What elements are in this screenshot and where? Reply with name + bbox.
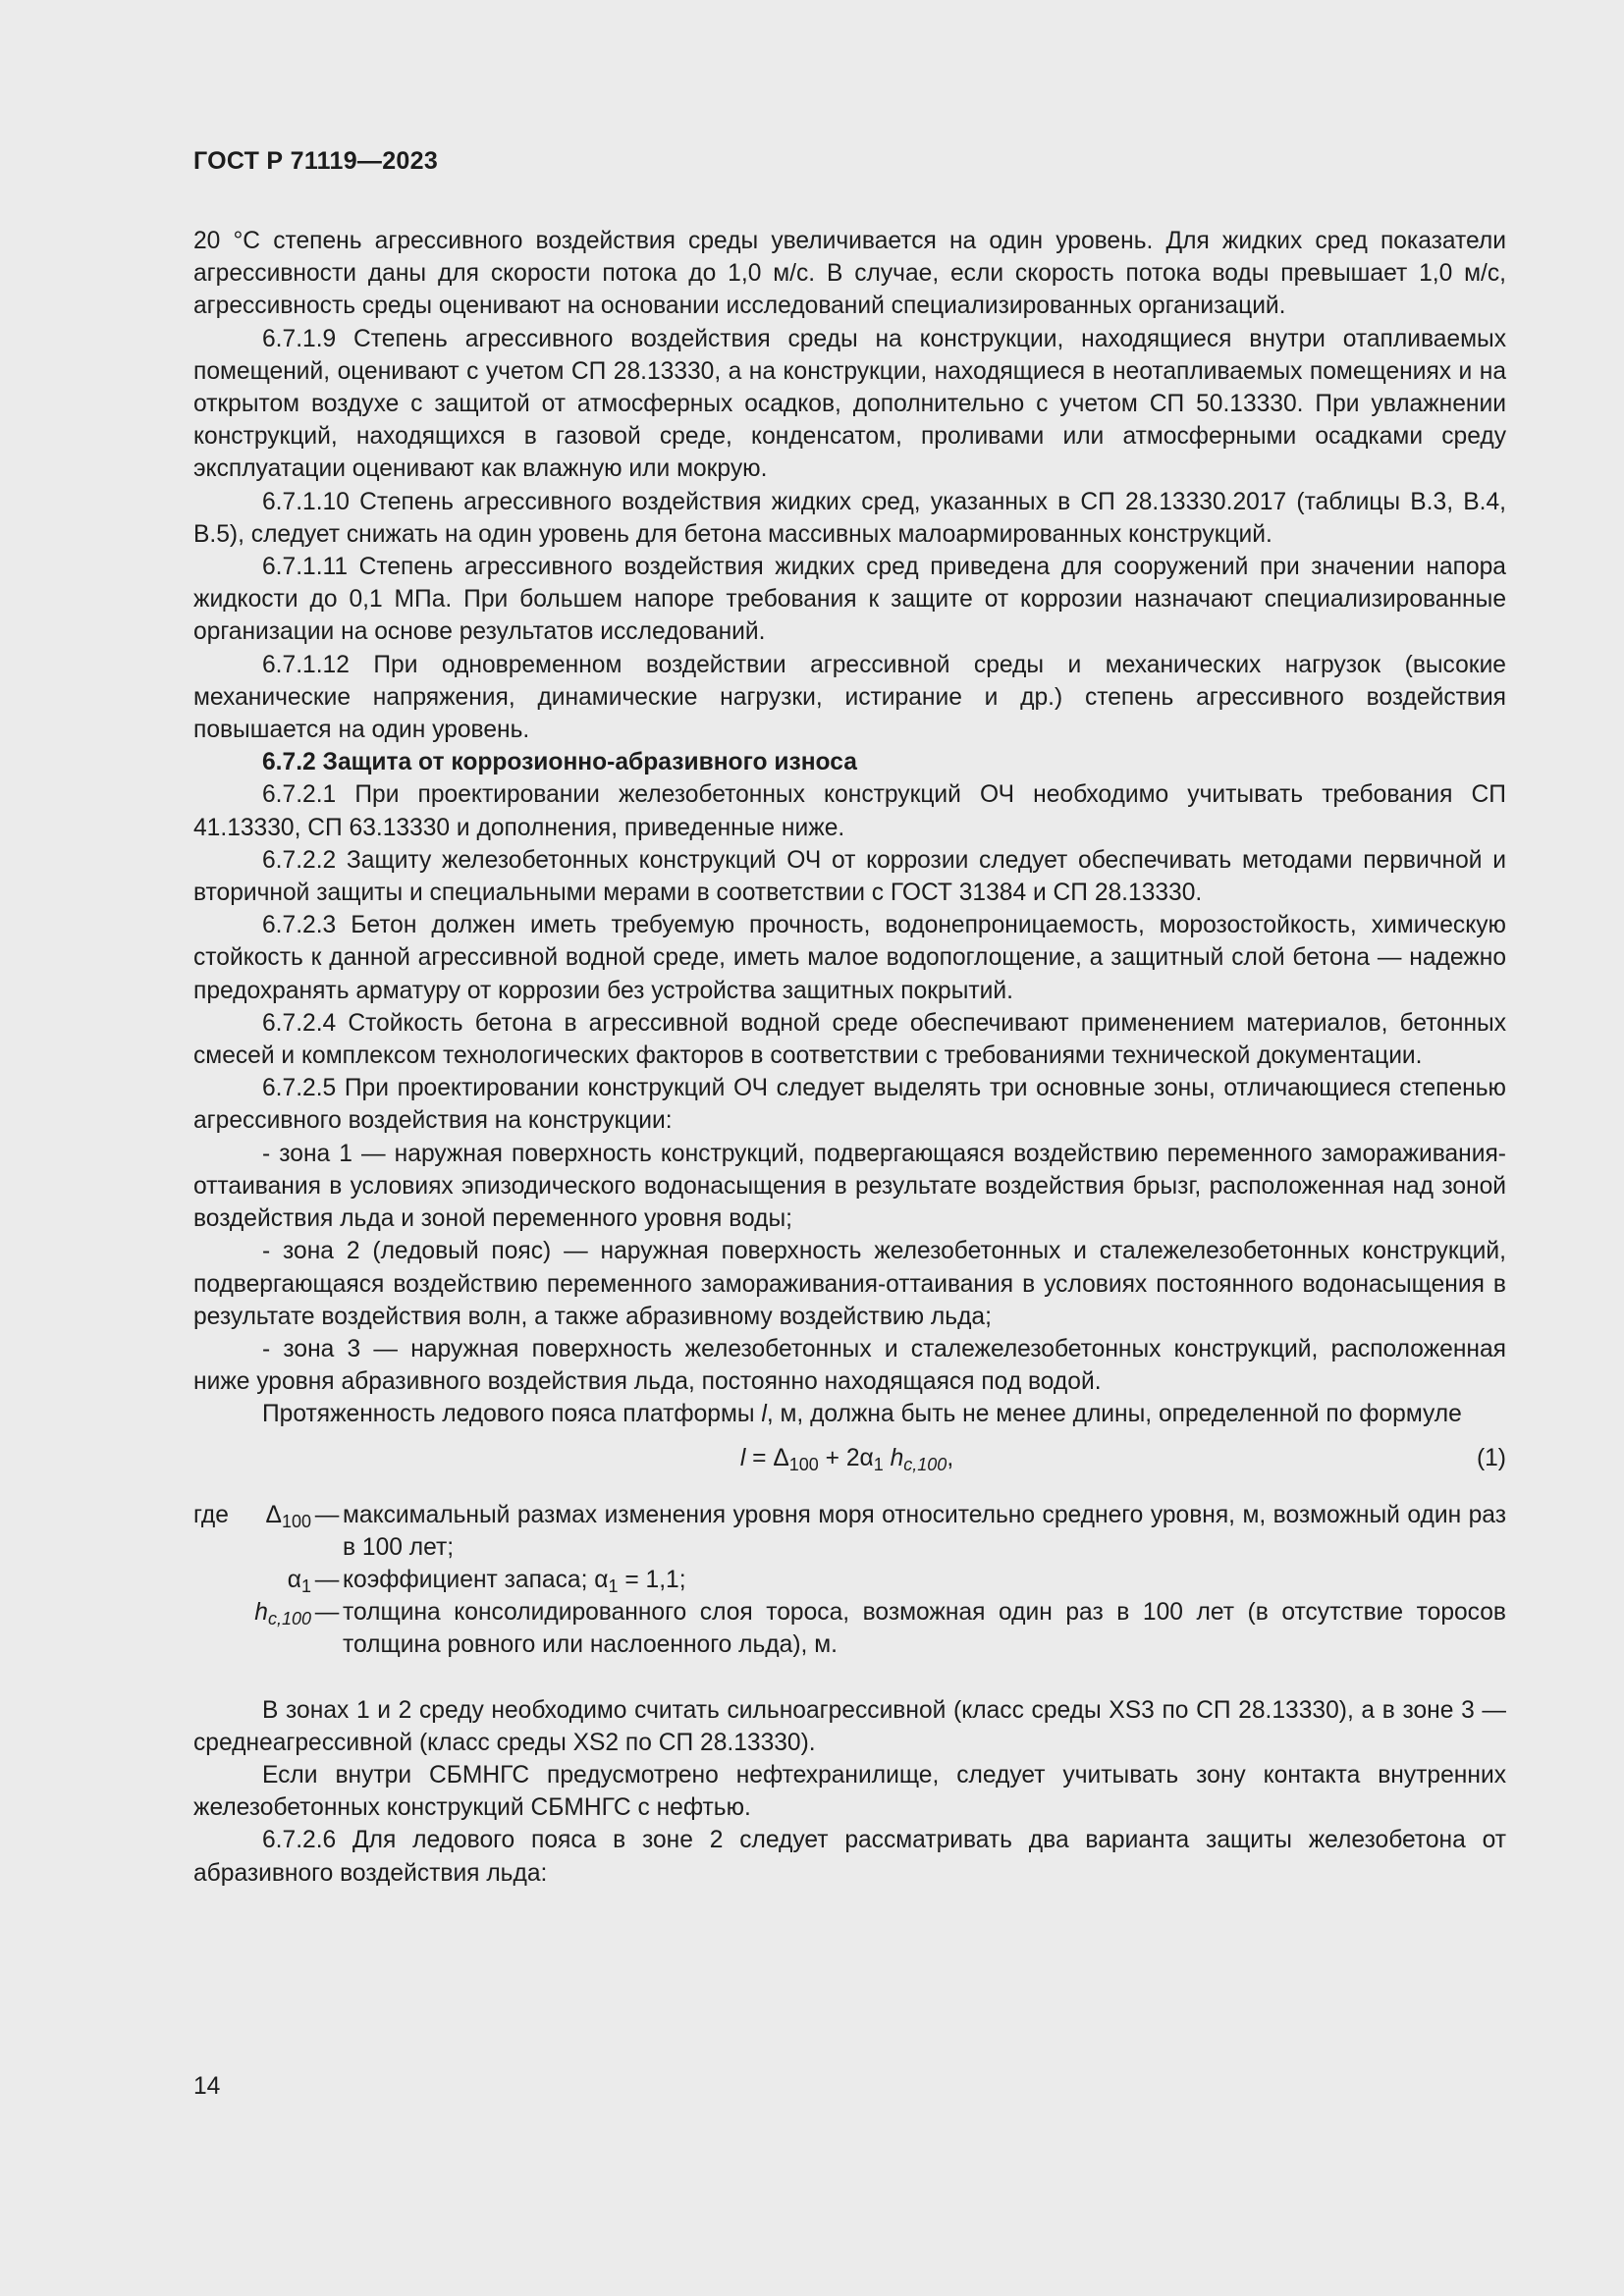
- legend-symbol-sub: [268, 1609, 311, 1629]
- legend-symbol-h: [193, 1596, 311, 1661]
- text-fragment: = 1,1;: [618, 1566, 686, 1593]
- legend-lead-word: где: [193, 1501, 229, 1528]
- legend-dash: —: [314, 1599, 340, 1627]
- legend-symbol-text: α: [287, 1566, 301, 1593]
- formula-var-l: l: [739, 1444, 746, 1471]
- legend-definition-delta: максимальный размах изменения уровня моря относительно среднего уровня, м, возможный один раз в 100 лет;: [343, 1501, 1506, 1561]
- paragraph: 20 °С степень агрессивного воздействия среды увеличивается на один уровень. Для жидких сред показатели агрессивности даны для скорости потока до 1,0 м/с. В случае, если скорость потока воды превышает 1,0 м/с, агрессивность среды оценивают на основании исследований специализированных организаций.: [193, 228, 1506, 320]
- formula-legend: [193, 1499, 1506, 1662]
- paragraph-6-7-2-1: 6.7.2.1 При проектировании железобетонных конструкций ОЧ необходимо учитывать требования СП 41.13330, СП 63.13330 и дополнения, приведенные ниже.: [193, 781, 1506, 841]
- paragraph-6-7-1-11: 6.7.1.11 Степень агрессивного воздействия жидких сред приведена для сооружений при значении напора жидкости до 0,1 МПа. При большем напоре требования к защите от коррозии назначают специализированные организации на основе результатов исследований.: [193, 554, 1506, 646]
- paragraph-6-7-2-4: 6.7.2.4 Стойкость бетона в агрессивной водной среде обеспечивают применением материалов, бетонных смесей и комплексом технологических факторов в соответствии с требованиями технической документации.: [193, 1009, 1506, 1070]
- legend-dash: —: [314, 1566, 340, 1593]
- formula-alpha: α: [859, 1444, 874, 1471]
- legend-symbol-text: Δ: [265, 1501, 282, 1528]
- formula-plus: + 2: [818, 1444, 860, 1471]
- formula-end: ,: [947, 1444, 954, 1471]
- paragraph-6-7-1-12: 6.7.1.12 При одновременном воздействии агрессивной среды и механических нагрузок (высокие механические напряжения, динамические нагрузки, истирание и др.) степень агрессивного воздействия повышается на один уровень.: [193, 651, 1506, 744]
- paragraph-zone-classes: В зонах 1 и 2 среду необходимо считать сильноагрессивной (класс среды XS3 по СП 28.13330), а в зоне 3 — среднеагрессивной (класс среды XS2 по СП 28.13330).: [193, 1696, 1506, 1756]
- formula-h-sub: [903, 1455, 947, 1474]
- formula-1: [193, 1442, 1506, 1487]
- paragraph-oil-storage: Если внутри СБМНГС предусмотрено нефтехранилище, следует учитывать зону контакта внутренних железобетонных конструкций СБМНГС с нефтью.: [193, 1761, 1506, 1822]
- legend-definition-h: толщина консолидированного слоя тороса, возможная один раз в 100 лет (в отсутствие торосов толщина ровного или наслоенного льда), м.: [343, 1599, 1506, 1659]
- paragraph-6-7-2-3: 6.7.2.3 Бетон должен иметь требуемую прочность, водонепроницаемость, морозостойкость, химическую стойкость к данной агрессивной водной среде, иметь малое водопоглощение, а защитный слой бетона — надежно предохранять арматуру от коррозии без устройства защитных покрытий.: [193, 912, 1506, 1004]
- document-page: [193, 0, 1506, 2296]
- legend-symbol-sub-text: c,100: [267, 1609, 311, 1629]
- paragraph-ice-belt-length: [193, 1398, 1506, 1430]
- document-body: [193, 225, 1506, 1890]
- legend-dash: —: [314, 1501, 340, 1528]
- variable-l: l: [761, 1401, 767, 1428]
- formula-expression: [193, 1442, 1506, 1474]
- text-fragment: Протяженность ледового пояса платформы: [262, 1401, 762, 1428]
- formula-h-sub-text: c,100: [903, 1454, 947, 1474]
- paragraph-6-7-1-10: 6.7.1.10 Степень агрессивного воздействия жидких сред, указанных в СП 28.13330.2017 (таблицы В.3, В.4, В.5), следует снижать на один уровень для бетона массивных малоармированных конструкций.: [193, 488, 1506, 548]
- formula-var-h: h: [890, 1444, 904, 1471]
- paragraph-6-7-1-9: 6.7.1.9 Степень агрессивного воздействия среды на конструкции, находящиеся внутри отапливаемых помещений, оценивают с учетом СП 28.13330, а на конструкции, находящиеся в неотапливаемых помещениях и на открытом воздухе с защитой от атмосферных осадков, дополнительно с учетом СП 50.13330. При увлажнении конструкций, находящихся в газовой среде, конденсатом, проливами или атмосферными осадками среду эксплуатации оценивают как влажную или мокрую.: [193, 325, 1506, 483]
- list-item-zone-3: - зона 3 — наружная поверхность железобетонных и сталежелезобетонных конструкций, расположенная ниже уровня абразивного воздействия льда, постоянно находящаяся под водой.: [193, 1335, 1506, 1396]
- paragraph-6-7-2-6: 6.7.2.6 Для ледового пояса в зоне 2 следует рассматривать два варианта защиты железобетона от абразивного воздействия льда:: [193, 1827, 1506, 1887]
- page-number: 14: [193, 2073, 221, 2100]
- legend-symbol-sub: 1: [300, 1575, 311, 1596]
- legend-symbol-alpha: [193, 1564, 311, 1596]
- text-fragment: , м, должна быть не менее длины, определенной по формуле: [766, 1401, 1462, 1428]
- formula-delta-sub: 100: [788, 1454, 819, 1474]
- paragraph-6-7-2-5: 6.7.2.5 При проектировании конструкций ОЧ следует выделять три основные зоны, отличающиеся степенью агрессивного воздействия на конструкции:: [193, 1075, 1506, 1135]
- formula-alpha-sub: 1: [873, 1454, 884, 1474]
- formula-delta: Δ: [773, 1444, 789, 1471]
- paragraph-6-7-2-2: 6.7.2.2 Защиту железобетонных конструкций ОЧ от коррозии следует обеспечивать методами первичной и вторичной защиты и специальными мерами в соответствии с ГОСТ 31384 и СП 28.13330.: [193, 846, 1506, 907]
- formula-number: (1): [1476, 1444, 1506, 1471]
- legend-symbol-sub: 100: [281, 1511, 311, 1531]
- formula-equals: =: [745, 1444, 774, 1471]
- document-header: ГОСТ Р 71119—2023: [193, 147, 439, 175]
- list-item-zone-1: - зона 1 — наружная поверхность конструкций, подвергающаяся воздействию переменного замораживания-оттаивания в условиях эпизодического водонасыщения в результате воздействия брызг, расположенная над зоной воздействия льда и зоной переменного уровня воды;: [193, 1140, 1506, 1233]
- section-heading-6-7-2: 6.7.2 Защита от коррозионно-абразивного износа: [262, 749, 857, 776]
- text-fragment-sub: 1: [608, 1575, 619, 1596]
- list-item-zone-2: - зона 2 (ледовый пояс) — наружная поверхность железобетонных и сталежелезобетонных конструкций, подвергающаяся воздействию переменного замораживания-оттаивания в условиях постоянного водонасыщения в результате воздействия волн, а также абразивному воздействию льда;: [193, 1238, 1506, 1330]
- legend-symbol-text: h: [254, 1599, 268, 1627]
- text-fragment: коэффициент запаса; α: [343, 1566, 609, 1593]
- legend-symbol-delta: [193, 1499, 311, 1564]
- legend-definition-alpha: [343, 1564, 1506, 1596]
